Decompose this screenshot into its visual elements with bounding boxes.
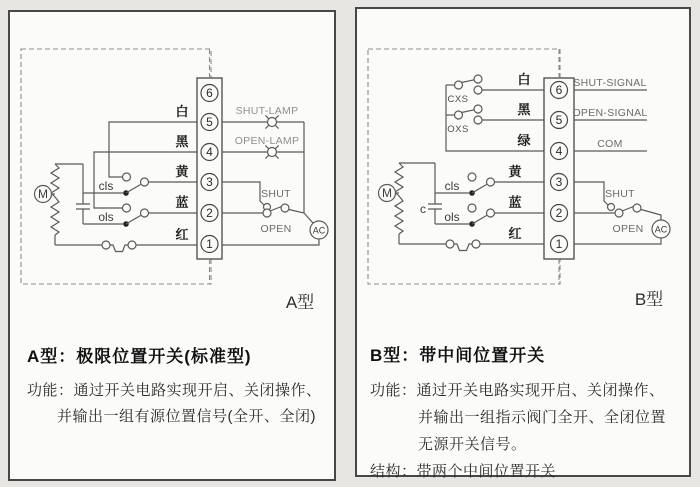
open-label: OPEN [260, 223, 292, 235]
wire-label-black: 黑 [517, 102, 531, 117]
diagram-type-tag: A型 [285, 293, 315, 312]
open-lamp-branch [222, 135, 304, 159]
signal-outputs [572, 77, 647, 151]
cls-label: cls [98, 179, 114, 193]
ac-label: AC [312, 225, 326, 236]
wire-label-red: 红 [508, 226, 522, 241]
panel-type-a [8, 10, 336, 481]
panel-type-b [355, 7, 691, 480]
shut-label: SHUT [261, 188, 291, 200]
panel-b-description [370, 341, 683, 485]
panel-b-title: B型：带中间位置开关 [370, 346, 546, 365]
oxs-label: OXS [447, 124, 469, 135]
wire-label-blue: 蓝 [175, 195, 189, 210]
cls-label: cls [444, 179, 460, 193]
thermal-protector [55, 241, 197, 252]
terminal-4: 4 [555, 144, 563, 158]
diagram-type-tag: B型 [634, 290, 664, 309]
terminal-5: 5 [555, 113, 563, 127]
shut-label: SHUT [605, 188, 635, 200]
motor-group [379, 163, 443, 244]
terminal-1: 1 [206, 237, 213, 251]
panel-b-function-line: 无源开关信号。 [418, 436, 527, 453]
wire-label-white: 白 [175, 104, 189, 119]
terminal-4: 4 [206, 145, 213, 159]
capacitor [76, 164, 90, 224]
wiring-diagram-type-a [10, 12, 334, 324]
terminal-block [197, 49, 222, 284]
terminal-3: 3 [206, 175, 213, 189]
wire-label-black: 黑 [175, 134, 189, 149]
panel-a-description [27, 342, 328, 430]
cls-switch [435, 173, 544, 196]
panel-b-structure-line: 结构： 带两个中间位置开关 [370, 463, 557, 480]
wire-label-blue: 蓝 [508, 195, 522, 210]
cxs-label: CXS [447, 94, 469, 105]
terminal-2: 2 [555, 206, 563, 220]
open-label: OPEN [612, 223, 644, 235]
terminal-5: 5 [206, 115, 213, 129]
open-lamp-label: OPEN-LAMP [234, 135, 300, 147]
motor-label: M [382, 186, 392, 200]
open-switch [574, 204, 661, 235]
enclosure-dashed-box [368, 49, 560, 284]
wire-label-white: 白 [517, 72, 531, 87]
wiring-diagram-type-b [357, 9, 689, 321]
terminal-2: 2 [206, 206, 213, 220]
ac-label: AC [654, 224, 668, 235]
terminal-block [544, 49, 574, 284]
terminal-1: 1 [555, 237, 563, 251]
shut-lamp-branch [222, 105, 304, 129]
terminal-6: 6 [555, 83, 563, 97]
panel-b-function-line: 功能： 通过开关电路实现开启、关闭操作、 [370, 382, 665, 399]
panel-a-function-line: 并输出一组有源位置信号(全开、全闭) [57, 408, 316, 425]
terminal-6: 6 [206, 86, 213, 100]
wire-label-green: 绿 [517, 133, 531, 148]
panel-a-title: A型：极限位置开关(标准型) [27, 347, 252, 366]
wire-label-yellow: 黄 [175, 164, 189, 179]
wire-label-red: 红 [175, 227, 189, 242]
ols-label: ols [98, 210, 114, 224]
open-switch [222, 204, 313, 235]
wire-label-yellow: 黄 [508, 164, 522, 179]
shut-contact [574, 182, 635, 211]
com-label: COM [597, 138, 623, 150]
thermal-protector [399, 240, 544, 251]
shut-lamp-label: SHUT-LAMP [235, 105, 299, 117]
open-signal-label: OPEN-SIGNAL [572, 107, 648, 119]
ols-switch [435, 204, 544, 227]
shut-signal-label: SHUT-SIGNAL [573, 77, 647, 89]
capacitor-label: c [420, 202, 426, 216]
panel-a-function-line: 功能： 通过开关电路实现开启、关闭操作、 [27, 382, 322, 399]
motor-label: M [38, 187, 48, 201]
ols-label: ols [444, 210, 460, 224]
motor-group [35, 164, 91, 245]
panel-b-function-line: 并输出一组指示阀门全开、全闭位置 [418, 409, 667, 426]
terminal-3: 3 [555, 175, 563, 189]
